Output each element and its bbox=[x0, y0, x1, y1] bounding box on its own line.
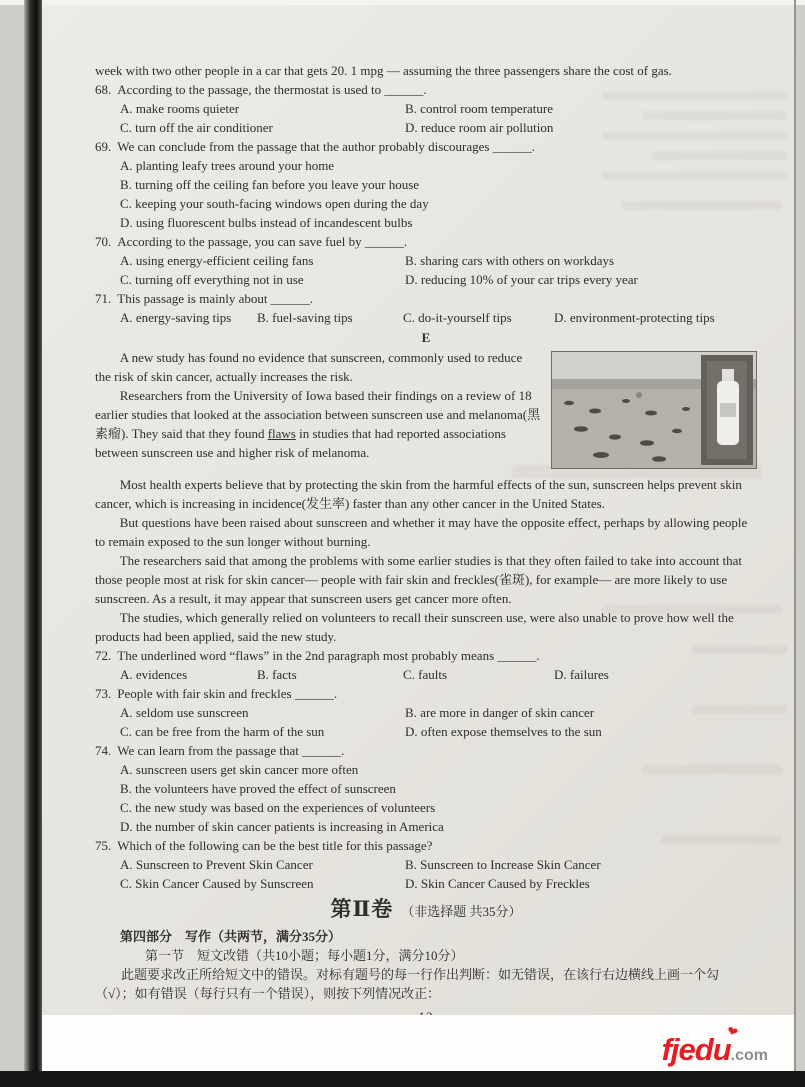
question-text: We can conclude from the passage that the author probably discourages ______. bbox=[117, 139, 535, 154]
option-a: A. planting leafy trees around your home bbox=[120, 158, 335, 173]
question-number: 68. bbox=[95, 82, 112, 97]
question-68 bbox=[95, 80, 757, 137]
question-stem bbox=[95, 80, 757, 99]
options bbox=[95, 665, 757, 684]
continued-text-line: week with two other people in a car that gets 20. 1 mpg — assuming the three passengers share the cost of gas. bbox=[95, 63, 672, 78]
paragraph-text: in studies that had reported associations between sunscreen use and higher risk of melanoma. bbox=[95, 426, 506, 460]
part2-header bbox=[95, 896, 757, 925]
logo-suffix: .com bbox=[730, 1047, 768, 1064]
option-d: D. often expose themselves to the sun bbox=[405, 724, 602, 739]
option-b: B. the volunteers have proved the effect of sunscreen bbox=[120, 781, 396, 796]
option-c: C. keeping your south-facing windows open during the day bbox=[120, 196, 429, 211]
option-d: D. using fluorescent bulbs instead of incandescent bulbs bbox=[120, 215, 413, 230]
options bbox=[95, 156, 757, 232]
question-stem bbox=[95, 646, 757, 665]
option-d: D. reducing 10% of your car trips every year bbox=[405, 272, 638, 287]
option-c: C. can be free from the harm of the sun bbox=[120, 724, 325, 739]
paper-page bbox=[42, 5, 794, 1071]
logo-text: fjedu bbox=[661, 1032, 731, 1067]
options bbox=[95, 703, 757, 741]
option-b: B. fuel-saving tips bbox=[257, 310, 353, 325]
option-a: A. energy-saving tips bbox=[120, 310, 232, 325]
part2-subtitle: （非选择题 共35分） bbox=[401, 904, 522, 919]
question-71 bbox=[95, 289, 757, 327]
question-75 bbox=[95, 836, 757, 893]
option-b: B. are more in danger of skin cancer bbox=[405, 705, 595, 720]
option-c: C. faults bbox=[403, 667, 448, 682]
question-73 bbox=[95, 684, 757, 741]
question-text: We can learn from the passage that ______. bbox=[117, 743, 345, 758]
scan-edge-right bbox=[794, 0, 796, 1087]
option-b: B. facts bbox=[257, 667, 297, 682]
passage-paragraph-1: A new study has found no evidence that sunscreen, commonly used to reduce the risk of skin cancer, actually increases the risk. bbox=[95, 350, 523, 384]
question-text: According to the passage, the thermostat is used to ______. bbox=[117, 82, 427, 97]
question-stem bbox=[95, 232, 757, 251]
question-stem bbox=[95, 684, 757, 703]
question-text: The underlined word “flaws” in the 2nd paragraph most probably means ______. bbox=[117, 648, 540, 663]
options bbox=[95, 251, 757, 289]
error-correction-instructions: 此题要求改正所给短文中的错误。对标有题号的每一行作出判断：如无错误，在该行右边横线上画一个勾（√）；如有错误（每行只有一个错误），则按下列情况改正： bbox=[95, 967, 720, 1001]
option-a: A. make rooms quieter bbox=[120, 101, 240, 116]
section4-heading: 第四部分 写作（共两节，满分35分） bbox=[120, 929, 342, 944]
heart-icon: ❤ bbox=[725, 1022, 741, 1041]
question-text: This passage is mainly about ______. bbox=[117, 291, 313, 306]
option-b: B. turning off the ceiling fan before you leave your house bbox=[120, 177, 420, 192]
question-stem bbox=[95, 137, 757, 156]
question-72 bbox=[95, 646, 757, 684]
question-number: 69. bbox=[95, 139, 112, 154]
passage-paragraph-3: Most health experts believe that by protecting the skin from the harmful effects of the sun, sunscreen helps prevent skin cancer, which is increasing in incidence(发生率) faster than any other cancer in the United States. bbox=[95, 477, 742, 511]
section4-subheading: 第一节 短文改错（共10小题；每小题1分，满分10分） bbox=[145, 948, 464, 963]
option-d: D. environment-protecting tips bbox=[554, 310, 715, 325]
option-a: A. using energy-efficient ceiling fans bbox=[120, 253, 314, 268]
underlined-word-flaws: flaws bbox=[267, 426, 296, 441]
options bbox=[95, 760, 757, 836]
question-text: According to the passage, you can save fuel by ______. bbox=[117, 234, 408, 249]
option-a: A. seldom use sunscreen bbox=[120, 705, 249, 720]
passage-paragraph-5: The researchers said that among the problems with some earlier studies is that they often failed to take into account that those people most at risk for skin cancer— people with fair skin and freckles(雀斑), for example— are more likely to use sunscreen. As a result, it may appear that sunscreen users get cancer more often. bbox=[95, 553, 743, 606]
fjedu-logo bbox=[661, 1022, 768, 1067]
question-stem bbox=[95, 836, 757, 855]
options bbox=[95, 855, 757, 893]
beach-photo bbox=[551, 351, 757, 469]
scan-edge-bottom bbox=[0, 1071, 805, 1087]
question-number: 71. bbox=[95, 291, 112, 306]
question-number: 74. bbox=[95, 743, 112, 758]
option-d: D. Skin Cancer Caused by Freckles bbox=[405, 876, 590, 891]
section-label-e: E bbox=[421, 330, 431, 345]
question-stem bbox=[95, 289, 757, 308]
option-c: C. Skin Cancer Caused by Sunscreen bbox=[120, 876, 314, 891]
question-number: 75. bbox=[95, 838, 112, 853]
option-b: B. control room temperature bbox=[405, 101, 554, 116]
option-d: D. reduce room air pollution bbox=[405, 120, 554, 135]
question-70 bbox=[95, 232, 757, 289]
question-stem bbox=[95, 741, 757, 760]
paragraph-text: Researchers from the University of Iowa based their findings on a review of 18 earlier studies that looked at the association between sunscreen use and melanoma(黑素瘤). They said that they found bbox=[95, 388, 541, 441]
option-a: A. Sunscreen to Prevent Skin Cancer bbox=[120, 857, 313, 872]
option-c: C. the new study was based on the experiences of volunteers bbox=[120, 800, 436, 815]
page-content bbox=[95, 61, 757, 1026]
option-d: D. failures bbox=[554, 667, 609, 682]
reading-passage bbox=[95, 348, 757, 646]
question-number: 70. bbox=[95, 234, 112, 249]
question-number: 73. bbox=[95, 686, 112, 701]
option-a: A. sunscreen users get skin cancer more often bbox=[120, 762, 359, 777]
option-c: C. turning off everything not in use bbox=[120, 272, 304, 287]
scanner-bottom-strip bbox=[42, 1015, 794, 1071]
option-c: C. do-it-yourself tips bbox=[403, 310, 512, 325]
passage-paragraph-6: The studies, which generally relied on volunteers to recall their sunscreen use, were also unable to prove how well the products had been applied, said the new study. bbox=[95, 610, 734, 644]
options bbox=[95, 308, 757, 327]
options bbox=[95, 99, 757, 137]
question-text: Which of the following can be the best title for this passage? bbox=[117, 838, 433, 853]
book-spine-shadow bbox=[24, 0, 42, 1087]
option-b: B. sharing cars with others on workdays bbox=[405, 253, 615, 268]
part2-title: 第Ⅱ卷 bbox=[330, 897, 394, 921]
passage-paragraph-4: But questions have been raised about sunscreen and whether it may have the opposite effect, perhaps by allowing people to remain exposed to the sun longer without burning. bbox=[95, 515, 748, 549]
question-69 bbox=[95, 137, 757, 232]
option-b: B. Sunscreen to Increase Skin Cancer bbox=[405, 857, 601, 872]
question-74 bbox=[95, 741, 757, 836]
question-text: People with fair skin and freckles ______. bbox=[117, 686, 338, 701]
question-number: 72. bbox=[95, 648, 112, 663]
option-a: A. evidences bbox=[120, 667, 188, 682]
option-d: D. the number of skin cancer patients is increasing in America bbox=[120, 819, 444, 834]
option-c: C. turn off the air conditioner bbox=[120, 120, 273, 135]
